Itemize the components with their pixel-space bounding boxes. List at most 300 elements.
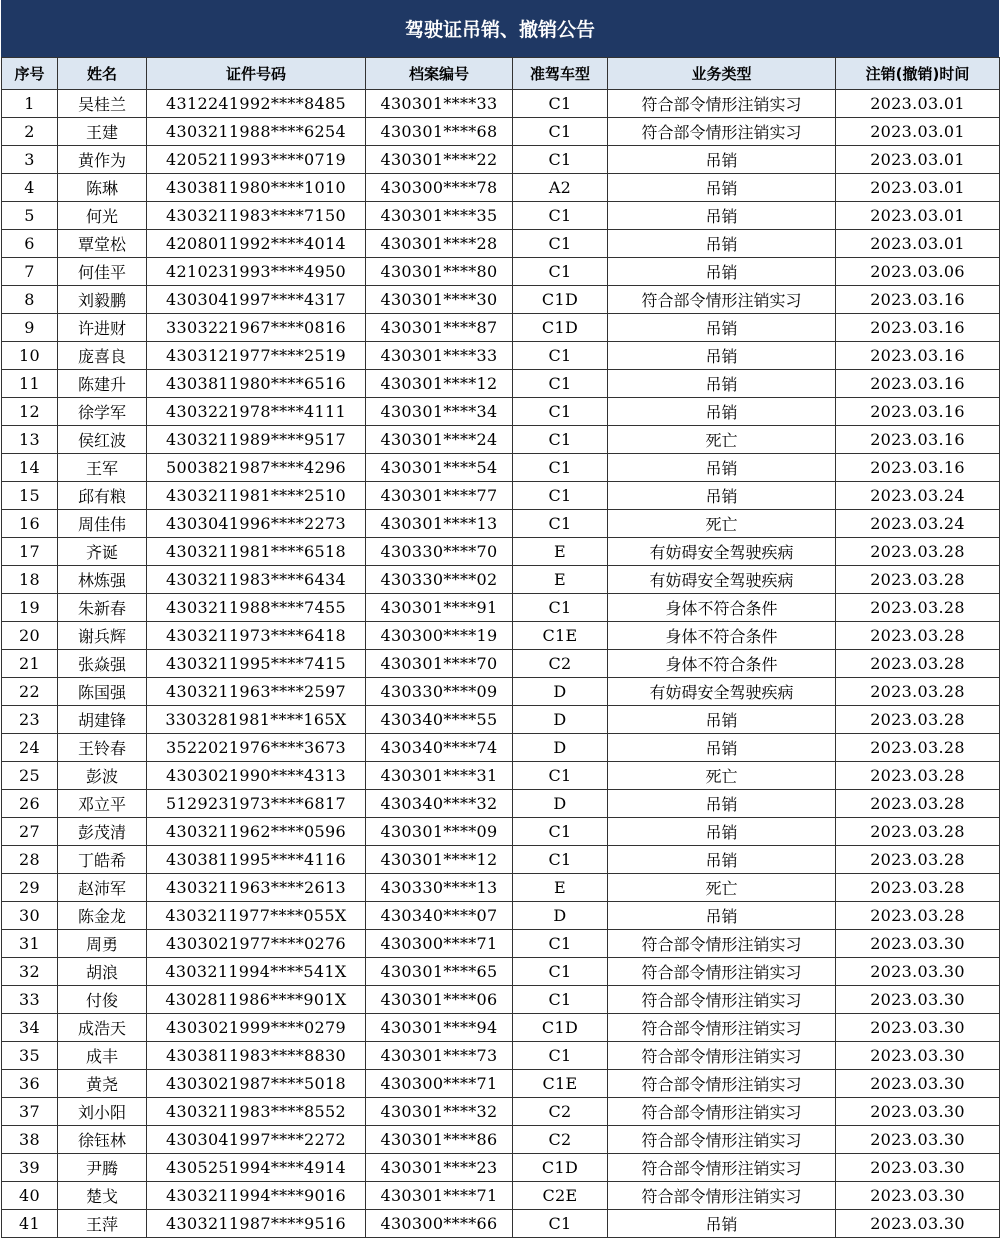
cell-business-type: 吊销 [608,734,836,762]
cell-date: 2023.03.28 [836,902,1000,930]
cell-index: 26 [2,790,58,818]
cell-id-number: 4208011992****4014 [147,230,366,258]
cell-file-number: 430301****12 [366,846,513,874]
cell-file-number: 430301****91 [366,594,513,622]
cell-date: 2023.03.28 [836,622,1000,650]
cell-vehicle-class: C1 [513,510,608,538]
cell-name: 刘小阳 [58,1098,147,1126]
cell-name: 周勇 [58,930,147,958]
cell-vehicle-class: D [513,706,608,734]
table-row [2,286,1000,314]
cell-date: 2023.03.01 [836,118,1000,146]
table-row [2,594,1000,622]
table-row [2,790,1000,818]
cell-name: 庞喜良 [58,342,147,370]
table-row [2,146,1000,174]
cell-vehicle-class: C1 [513,930,608,958]
cell-name: 陈国强 [58,678,147,706]
cell-index: 30 [2,902,58,930]
cell-index: 11 [2,370,58,398]
cell-business-type: 死亡 [608,510,836,538]
cell-index: 8 [2,286,58,314]
cell-id-number: 5003821987****4296 [147,454,366,482]
cell-business-type: 吊销 [608,146,836,174]
cell-vehicle-class: C1D [513,1154,608,1182]
cell-file-number: 430301****70 [366,650,513,678]
cell-business-type: 身体不符合条件 [608,594,836,622]
cell-name: 何佳平 [58,258,147,286]
cell-id-number: 4303221978****4111 [147,398,366,426]
cell-business-type: 吊销 [608,818,836,846]
cell-id-number: 4303211977****055X [147,902,366,930]
cell-index: 23 [2,706,58,734]
cell-business-type: 吊销 [608,706,836,734]
table-row [2,342,1000,370]
cell-id-number: 4205211993****0719 [147,146,366,174]
cell-file-number: 430301****71 [366,1182,513,1210]
cell-date: 2023.03.16 [836,370,1000,398]
page-title: 驾驶证吊销、撤销公告 [1,0,999,57]
cell-vehicle-class: C2 [513,1126,608,1154]
cell-file-number: 430301****32 [366,1098,513,1126]
table-row [2,818,1000,846]
cell-vehicle-class: C1 [513,986,608,1014]
cell-file-number: 430330****13 [366,874,513,902]
cell-business-type: 有妨碍安全驾驶疾病 [608,678,836,706]
cell-index: 35 [2,1042,58,1070]
cell-name: 谢兵辉 [58,622,147,650]
cell-index: 17 [2,538,58,566]
cell-index: 9 [2,314,58,342]
cell-index: 34 [2,1014,58,1042]
cell-vehicle-class: C1D [513,286,608,314]
cell-business-type: 吊销 [608,846,836,874]
cell-file-number: 430301****13 [366,510,513,538]
cell-file-number: 430301****24 [366,426,513,454]
cell-id-number: 4302811986****901X [147,986,366,1014]
cell-vehicle-class: E [513,566,608,594]
cell-business-type: 死亡 [608,874,836,902]
header-business-type: 业务类型 [608,58,836,90]
cell-id-number: 4303211962****0596 [147,818,366,846]
cell-vehicle-class: C1 [513,594,608,622]
cell-id-number: 4303211987****9516 [147,1210,366,1238]
cell-business-type: 有妨碍安全驾驶疾病 [608,538,836,566]
table-row [2,1210,1000,1238]
cell-id-number: 3303281981****165X [147,706,366,734]
table-row [2,454,1000,482]
cell-date: 2023.03.01 [836,90,1000,118]
cell-business-type: 吊销 [608,454,836,482]
cell-file-number: 430301****87 [366,314,513,342]
cell-index: 32 [2,958,58,986]
cell-id-number: 4303021990****4313 [147,762,366,790]
cell-business-type: 符合部令情形注销实习 [608,986,836,1014]
cell-index: 33 [2,986,58,1014]
cell-index: 38 [2,1126,58,1154]
cell-file-number: 430300****19 [366,622,513,650]
cell-vehicle-class: C1 [513,370,608,398]
cell-vehicle-class: E [513,538,608,566]
header-date: 注销(撤销)时间 [836,58,1000,90]
table-row [2,118,1000,146]
cell-id-number: 4303041997****4317 [147,286,366,314]
cell-index: 20 [2,622,58,650]
cell-name: 周佳伟 [58,510,147,538]
cell-vehicle-class: C1 [513,426,608,454]
cell-vehicle-class: C1D [513,314,608,342]
cell-date: 2023.03.24 [836,482,1000,510]
cell-index: 31 [2,930,58,958]
cell-date: 2023.03.16 [836,454,1000,482]
table-row [2,90,1000,118]
cell-date: 2023.03.28 [836,538,1000,566]
cell-name: 彭波 [58,762,147,790]
cell-id-number: 4303211963****2613 [147,874,366,902]
cell-file-number: 430301****31 [366,762,513,790]
cell-id-number: 4303021999****0279 [147,1014,366,1042]
cell-date: 2023.03.28 [836,566,1000,594]
cell-vehicle-class: A2 [513,174,608,202]
cell-name: 黄作为 [58,146,147,174]
cell-vehicle-class: C1 [513,230,608,258]
table-row [2,734,1000,762]
header-index: 序号 [2,58,58,90]
cell-vehicle-class: C1 [513,202,608,230]
cell-id-number: 4303211994****541X [147,958,366,986]
cell-date: 2023.03.30 [836,1182,1000,1210]
cell-file-number: 430301****28 [366,230,513,258]
cell-file-number: 430301****09 [366,818,513,846]
cell-name: 齐诞 [58,538,147,566]
cell-business-type: 吊销 [608,482,836,510]
cell-name: 邱有粮 [58,482,147,510]
cell-date: 2023.03.28 [836,762,1000,790]
cell-vehicle-class: D [513,678,608,706]
table-body [2,90,1000,1238]
table-row [2,846,1000,874]
table-row [2,202,1000,230]
cell-index: 37 [2,1098,58,1126]
cell-business-type: 符合部令情形注销实习 [608,1070,836,1098]
cell-date: 2023.03.06 [836,258,1000,286]
table-row [2,930,1000,958]
cell-business-type: 吊销 [608,790,836,818]
cell-date: 2023.03.30 [836,1014,1000,1042]
cell-business-type: 死亡 [608,762,836,790]
cell-date: 2023.03.30 [836,1070,1000,1098]
cell-business-type: 符合部令情形注销实习 [608,1182,836,1210]
cell-name: 徐钰林 [58,1126,147,1154]
cell-index: 25 [2,762,58,790]
cell-name: 陈金龙 [58,902,147,930]
cell-vehicle-class: D [513,790,608,818]
cell-id-number: 4303021987****5018 [147,1070,366,1098]
cell-business-type: 吊销 [608,902,836,930]
cell-id-number: 4303211988****7455 [147,594,366,622]
header-name: 姓名 [58,58,147,90]
cell-file-number: 430340****07 [366,902,513,930]
cell-file-number: 430301****12 [366,370,513,398]
table-row [2,958,1000,986]
cell-name: 朱新春 [58,594,147,622]
table-row [2,902,1000,930]
cell-index: 29 [2,874,58,902]
cell-business-type: 吊销 [608,370,836,398]
cell-file-number: 430301****35 [366,202,513,230]
cell-name: 王铃春 [58,734,147,762]
cell-file-number: 430301****65 [366,958,513,986]
cell-file-number: 430301****86 [366,1126,513,1154]
cell-name: 许进财 [58,314,147,342]
cell-date: 2023.03.28 [836,846,1000,874]
cell-file-number: 430301****94 [366,1014,513,1042]
cell-name: 付俊 [58,986,147,1014]
cell-id-number: 4303041997****2272 [147,1126,366,1154]
table-row [2,1098,1000,1126]
cell-name: 胡建锋 [58,706,147,734]
cell-date: 2023.03.28 [836,734,1000,762]
notice-document [1,0,999,1238]
table-row [2,1182,1000,1210]
cell-id-number: 5129231973****6817 [147,790,366,818]
cell-index: 18 [2,566,58,594]
cell-file-number: 430301****68 [366,118,513,146]
cell-name: 刘毅鹏 [58,286,147,314]
cell-file-number: 430301****30 [366,286,513,314]
cell-vehicle-class: C1 [513,398,608,426]
cell-id-number: 4303211983****6434 [147,566,366,594]
cell-business-type: 符合部令情形注销实习 [608,286,836,314]
cell-date: 2023.03.30 [836,1098,1000,1126]
cell-name: 侯红波 [58,426,147,454]
cell-date: 2023.03.30 [836,1126,1000,1154]
cell-date: 2023.03.28 [836,706,1000,734]
cell-business-type: 吊销 [608,1210,836,1238]
cell-name: 何光 [58,202,147,230]
table-row [2,874,1000,902]
cell-file-number: 430301****33 [366,342,513,370]
table-row [2,1154,1000,1182]
cell-index: 16 [2,510,58,538]
cell-date: 2023.03.16 [836,314,1000,342]
cell-vehicle-class: D [513,902,608,930]
cell-file-number: 430340****32 [366,790,513,818]
cell-date: 2023.03.28 [836,790,1000,818]
cell-business-type: 符合部令情形注销实习 [608,1014,836,1042]
cell-id-number: 4303811980****6516 [147,370,366,398]
cell-vehicle-class: C1 [513,258,608,286]
cell-index: 39 [2,1154,58,1182]
cell-business-type: 吊销 [608,230,836,258]
cell-id-number: 4303211983****7150 [147,202,366,230]
cell-business-type: 符合部令情形注销实习 [608,118,836,146]
cell-business-type: 死亡 [608,426,836,454]
cell-id-number: 4303211988****6254 [147,118,366,146]
table-row [2,1014,1000,1042]
cell-file-number: 430301****34 [366,398,513,426]
table-row [2,706,1000,734]
cell-vehicle-class: C1D [513,1014,608,1042]
cell-name: 林炼强 [58,566,147,594]
cell-vehicle-class: C1 [513,1210,608,1238]
cell-file-number: 430301****77 [366,482,513,510]
cell-date: 2023.03.28 [836,594,1000,622]
cell-date: 2023.03.24 [836,510,1000,538]
cell-index: 4 [2,174,58,202]
cell-index: 21 [2,650,58,678]
cell-index: 28 [2,846,58,874]
cell-index: 12 [2,398,58,426]
cell-vehicle-class: C1 [513,818,608,846]
cell-vehicle-class: C1 [513,118,608,146]
cell-id-number: 3303221967****0816 [147,314,366,342]
cell-index: 36 [2,1070,58,1098]
cell-business-type: 吊销 [608,202,836,230]
header-vehicle-class: 准驾车型 [513,58,608,90]
cell-file-number: 430340****74 [366,734,513,762]
cell-vehicle-class: C1 [513,146,608,174]
cell-business-type: 符合部令情形注销实习 [608,90,836,118]
cell-file-number: 430301****73 [366,1042,513,1070]
cell-index: 7 [2,258,58,286]
cell-vehicle-class: C1E [513,622,608,650]
cell-index: 24 [2,734,58,762]
table-row [2,314,1000,342]
cell-name: 彭茂清 [58,818,147,846]
table-row [2,370,1000,398]
cell-date: 2023.03.01 [836,202,1000,230]
cell-id-number: 4303811983****8830 [147,1042,366,1070]
cell-id-number: 4303021977****0276 [147,930,366,958]
cell-name: 楚戈 [58,1182,147,1210]
cell-id-number: 4303211981****6518 [147,538,366,566]
table-row [2,398,1000,426]
cell-vehicle-class: C1 [513,1042,608,1070]
cell-date: 2023.03.28 [836,874,1000,902]
cell-vehicle-class: C2 [513,1098,608,1126]
cell-business-type: 身体不符合条件 [608,622,836,650]
cell-index: 10 [2,342,58,370]
cell-id-number: 4305251994****4914 [147,1154,366,1182]
table-row [2,566,1000,594]
cell-name: 成浩天 [58,1014,147,1042]
cell-date: 2023.03.30 [836,1154,1000,1182]
table-row [2,258,1000,286]
cell-id-number: 3522021976****3673 [147,734,366,762]
cell-vehicle-class: C1 [513,342,608,370]
cell-file-number: 430301****06 [366,986,513,1014]
cell-id-number: 4303211989****9517 [147,426,366,454]
cell-business-type: 吊销 [608,174,836,202]
cell-file-number: 430301****33 [366,90,513,118]
cell-name: 黄尧 [58,1070,147,1098]
cell-vehicle-class: C1 [513,454,608,482]
cell-date: 2023.03.16 [836,286,1000,314]
cell-id-number: 4303211963****2597 [147,678,366,706]
cell-business-type: 吊销 [608,398,836,426]
cell-vehicle-class: C2 [513,650,608,678]
cell-business-type: 符合部令情形注销实习 [608,1126,836,1154]
cell-name: 丁皓希 [58,846,147,874]
cell-business-type: 符合部令情形注销实习 [608,1154,836,1182]
cell-name: 徐学军 [58,398,147,426]
cell-id-number: 4303811995****4116 [147,846,366,874]
cell-name: 吴桂兰 [58,90,147,118]
cell-file-number: 430330****02 [366,566,513,594]
cell-vehicle-class: C1 [513,90,608,118]
cell-file-number: 430300****71 [366,930,513,958]
cell-name: 王建 [58,118,147,146]
cell-name: 陈建升 [58,370,147,398]
cell-business-type: 吊销 [608,314,836,342]
cell-vehicle-class: C1 [513,762,608,790]
cell-id-number: 4303211983****8552 [147,1098,366,1126]
cell-vehicle-class: C1 [513,846,608,874]
cell-date: 2023.03.28 [836,650,1000,678]
cell-name: 王萍 [58,1210,147,1238]
table-row [2,622,1000,650]
table-row [2,1070,1000,1098]
cell-date: 2023.03.30 [836,958,1000,986]
table-row [2,1126,1000,1154]
cell-name: 尹腾 [58,1154,147,1182]
cell-vehicle-class: C2E [513,1182,608,1210]
cell-vehicle-class: D [513,734,608,762]
cell-date: 2023.03.16 [836,398,1000,426]
cell-file-number: 430300****71 [366,1070,513,1098]
table-row [2,650,1000,678]
table-row [2,230,1000,258]
table-row [2,986,1000,1014]
cell-vehicle-class: E [513,874,608,902]
table-row [2,1042,1000,1070]
cell-file-number: 430300****78 [366,174,513,202]
cell-id-number: 4303041996****2273 [147,510,366,538]
cell-vehicle-class: C1 [513,958,608,986]
cell-name: 覃堂松 [58,230,147,258]
table-row [2,426,1000,454]
cell-index: 13 [2,426,58,454]
cell-name: 胡浪 [58,958,147,986]
cell-date: 2023.03.28 [836,678,1000,706]
table-row [2,762,1000,790]
table-row [2,510,1000,538]
cell-vehicle-class: C1 [513,482,608,510]
cell-id-number: 4303211994****9016 [147,1182,366,1210]
cell-date: 2023.03.01 [836,230,1000,258]
notice-table [1,57,1000,1238]
cell-business-type: 吊销 [608,258,836,286]
cell-date: 2023.03.01 [836,174,1000,202]
cell-index: 6 [2,230,58,258]
cell-name: 张焱强 [58,650,147,678]
cell-index: 5 [2,202,58,230]
cell-index: 40 [2,1182,58,1210]
cell-date: 2023.03.30 [836,1210,1000,1238]
cell-file-number: 430301****23 [366,1154,513,1182]
header-id-number: 证件号码 [147,58,366,90]
cell-name: 邓立平 [58,790,147,818]
cell-file-number: 430330****70 [366,538,513,566]
cell-file-number: 430301****54 [366,454,513,482]
cell-id-number: 4210231993****4950 [147,258,366,286]
cell-date: 2023.03.16 [836,426,1000,454]
cell-file-number: 430300****66 [366,1210,513,1238]
cell-date: 2023.03.30 [836,1042,1000,1070]
cell-date: 2023.03.28 [836,818,1000,846]
cell-index: 27 [2,818,58,846]
